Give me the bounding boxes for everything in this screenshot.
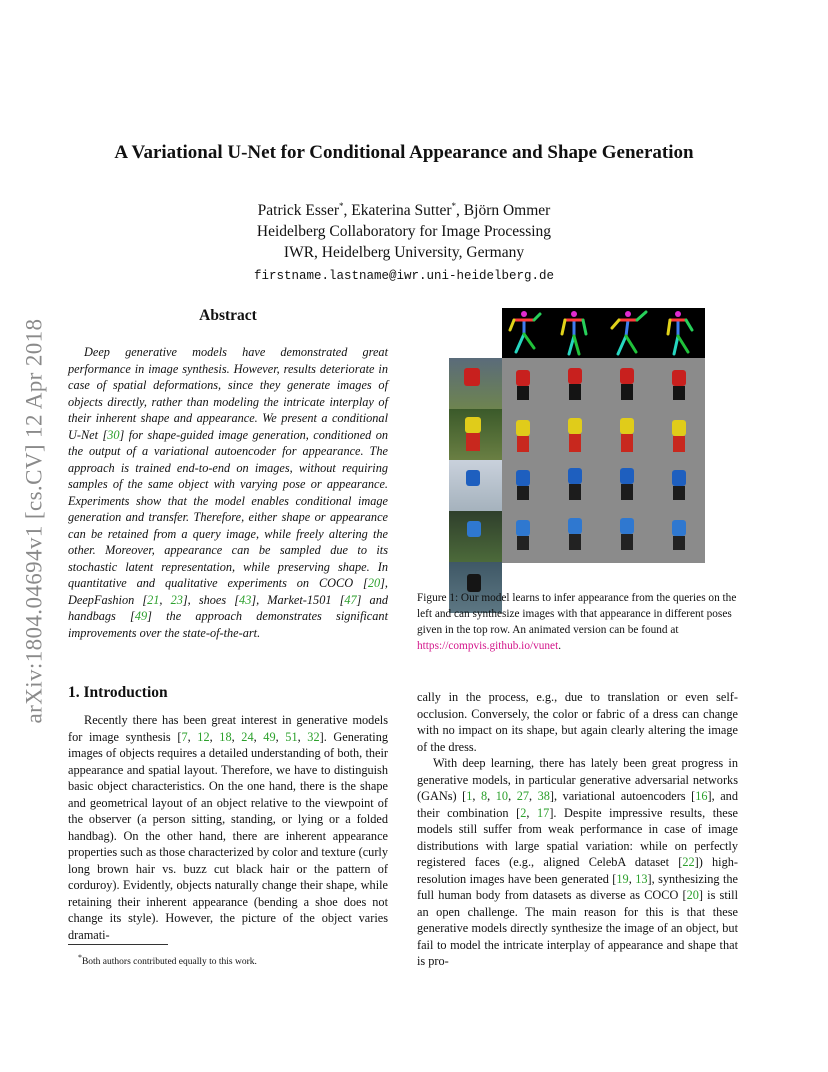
author-block bbox=[0, 196, 808, 287]
affiliation-line: IWR, Heidelberg University, Germany bbox=[283, 244, 525, 262]
citation-link[interactable]: 19 bbox=[616, 871, 629, 886]
citation-link[interactable]: 7 bbox=[181, 729, 188, 744]
citation-link[interactable]: 10 bbox=[495, 789, 509, 803]
author-email: firstname.lastname@iwr.uni-heidelberg.de bbox=[253, 269, 555, 284]
citation-link[interactable]: 47 bbox=[344, 592, 357, 607]
citation-link[interactable]: 13 bbox=[635, 871, 648, 886]
citation-link[interactable]: 21 bbox=[147, 592, 160, 607]
author-ommer: , Björn Ommer bbox=[456, 202, 551, 220]
abstract-heading: Abstract bbox=[199, 307, 257, 324]
footnote-rule bbox=[68, 944, 168, 945]
query-photo bbox=[449, 511, 502, 562]
citation-link[interactable]: 38 bbox=[537, 789, 550, 803]
intro-paragraph: With deep learning, there has lately been great progress in generative models, in particular generative adversarial networks (GANs) [1, 8, 10, 27, 38], variational autoencoders [16], and their combination [2, 17]. Despite impressive results, these models still suffer from weak performance in case of image distributions with large spatial variation: while on perfectly registered faces (e.g., aligned CelebA dataset [22]) high-resolution images have been generated [19, 13], synthesizing the full human body from datasets as diverse as COCO [20] is still an open challenge. The main reason for this is that these generative models directly synthesize the image of an object, but fail to model the intricate interplay of appearance and shape that is pro- bbox=[417, 756, 738, 968]
citation-link[interactable]: 1 bbox=[466, 789, 473, 803]
intro-right-column bbox=[417, 689, 738, 970]
abstract-body: Deep generative models have demonstrated great performance in image synthesis. However, results deteriorate in case of spatial deformations, since they generate images of objects directly, rather than modeling the intricate interplay of their inherent shape and appearance. We present a conditional U-Net [30] for shape-guided image generation, conditioned on the output of a variational autoencoder for appearance. The approach is trained end-to-end on images, without requiring samples of the same object with varying pose or appearance. Experiments show that the model enables conditional image generation and transfer. Therefore, either shape or appearance can be retained from a query image, while freely altering the other. Moreover, appearance can be sampled due to its stochastic latent representation, while preserving shape. In quantitative and qualitative experiments on COCO [20], DeepFashion [21, 23], shoes [43], Market-1501 [47] and handbags [49] the approach demonstrates significant improvements over the state-of-the-art. bbox=[68, 345, 388, 640]
equal-contribution-mark: * bbox=[451, 201, 457, 211]
citation-link[interactable]: 17 bbox=[537, 805, 550, 820]
query-photo bbox=[449, 358, 502, 409]
equal-contribution-mark: * bbox=[339, 201, 344, 211]
footnote-mark: * bbox=[78, 953, 82, 962]
project-url-link[interactable]: https://compvis.github.io/vunet bbox=[417, 640, 559, 652]
author-sutter: , Ekaterina Sutter bbox=[343, 202, 452, 220]
author-esser: Patrick Esser bbox=[257, 202, 340, 220]
pose-stickfigures bbox=[502, 308, 705, 358]
generated-figures bbox=[502, 358, 705, 563]
query-image-column bbox=[449, 358, 502, 563]
generated-image-grid bbox=[502, 358, 705, 563]
generated-row-blue-light bbox=[516, 468, 686, 500]
citation-link[interactable]: 20 bbox=[686, 888, 699, 902]
footnote bbox=[78, 953, 257, 967]
citation-link[interactable]: 8 bbox=[481, 789, 488, 803]
citation-link[interactable]: 22 bbox=[682, 855, 695, 869]
intro-paragraph: Recently there has been great interest in generative models for image synthesis [7, 12, 18, 24, 49, 51, 32]. Generating images of objects requires a detailed understanding of both, their appearance and spatial layout. Therefore, we have to distinguish basic object characteristics. On the one hand, there is the shape and geometrical layout of an object relative to the viewpoint of the observer (a person sitting, standing, or lying or a folded handbag). On the other hand, there are inherent appearance properties such as those characterized by color and texture (curly long brown hair vs. buzz cut black hair or the pattern of corduroy). Evidently, objects naturally change their shape, while retaining their inherent appearance (bending a shoe does not change its style). However, the picture of the object varies dramati- bbox=[68, 713, 389, 942]
citation-link[interactable]: 49 bbox=[134, 609, 148, 623]
figure-1-image-grid bbox=[449, 308, 705, 563]
query-photo bbox=[449, 409, 502, 460]
citation-link[interactable]: 20 bbox=[367, 576, 381, 590]
citation-link[interactable]: 49 bbox=[263, 729, 276, 744]
citation-link[interactable]: 16 bbox=[695, 789, 708, 803]
paper-title: A Variational U-Net for Conditional Appearance and Shape Generation bbox=[114, 142, 694, 163]
intro-paragraph: cally in the process, e.g., due to translation or even self-occlusion. Conversely, the color or fabric of a dress can change with no impact on its shape, but again clearly altering the image of the dress. bbox=[417, 690, 738, 754]
arxiv-sidebar-stamp bbox=[14, 282, 54, 760]
generated-row-blue bbox=[516, 518, 686, 550]
author-names bbox=[0, 196, 808, 221]
footnote-text: Both authors contributed equally to this work. bbox=[81, 957, 257, 968]
affiliation-line: Heidelberg Collaboratory for Image Processing bbox=[256, 223, 552, 241]
citation-link[interactable]: 24 bbox=[241, 729, 254, 744]
query-photo bbox=[449, 460, 502, 511]
citation-link[interactable]: 18 bbox=[219, 729, 232, 744]
figure-1-caption: Figure 1: Our model learns to infer appearance from the queries on the left and can synthesize images with that appearance in different poses given in the top row. An animated version can be found at https://compvis.github.io/vunet. bbox=[417, 592, 737, 652]
generated-row-yellow bbox=[516, 418, 686, 452]
citation-link[interactable]: 32 bbox=[307, 729, 320, 744]
citation-link[interactable]: 2 bbox=[520, 805, 527, 820]
citation-link[interactable]: 51 bbox=[285, 729, 298, 744]
citation-link[interactable]: 12 bbox=[197, 729, 210, 744]
generated-row-red bbox=[516, 368, 686, 400]
citation-link[interactable]: 27 bbox=[516, 789, 529, 803]
citation-link[interactable]: 23 bbox=[170, 592, 183, 607]
intro-left-column bbox=[68, 712, 388, 943]
citation-link[interactable]: 43 bbox=[239, 592, 252, 607]
citation-link[interactable]: 30 bbox=[107, 427, 120, 442]
caption-label: Figure 1: bbox=[417, 592, 459, 604]
pose-stickfigure-row bbox=[502, 308, 705, 358]
arxiv-identifier: arXiv:1804.04694v1 [cs.CV] 12 Apr 2018 bbox=[21, 318, 47, 724]
introduction-heading: 1. Introduction bbox=[68, 684, 168, 701]
